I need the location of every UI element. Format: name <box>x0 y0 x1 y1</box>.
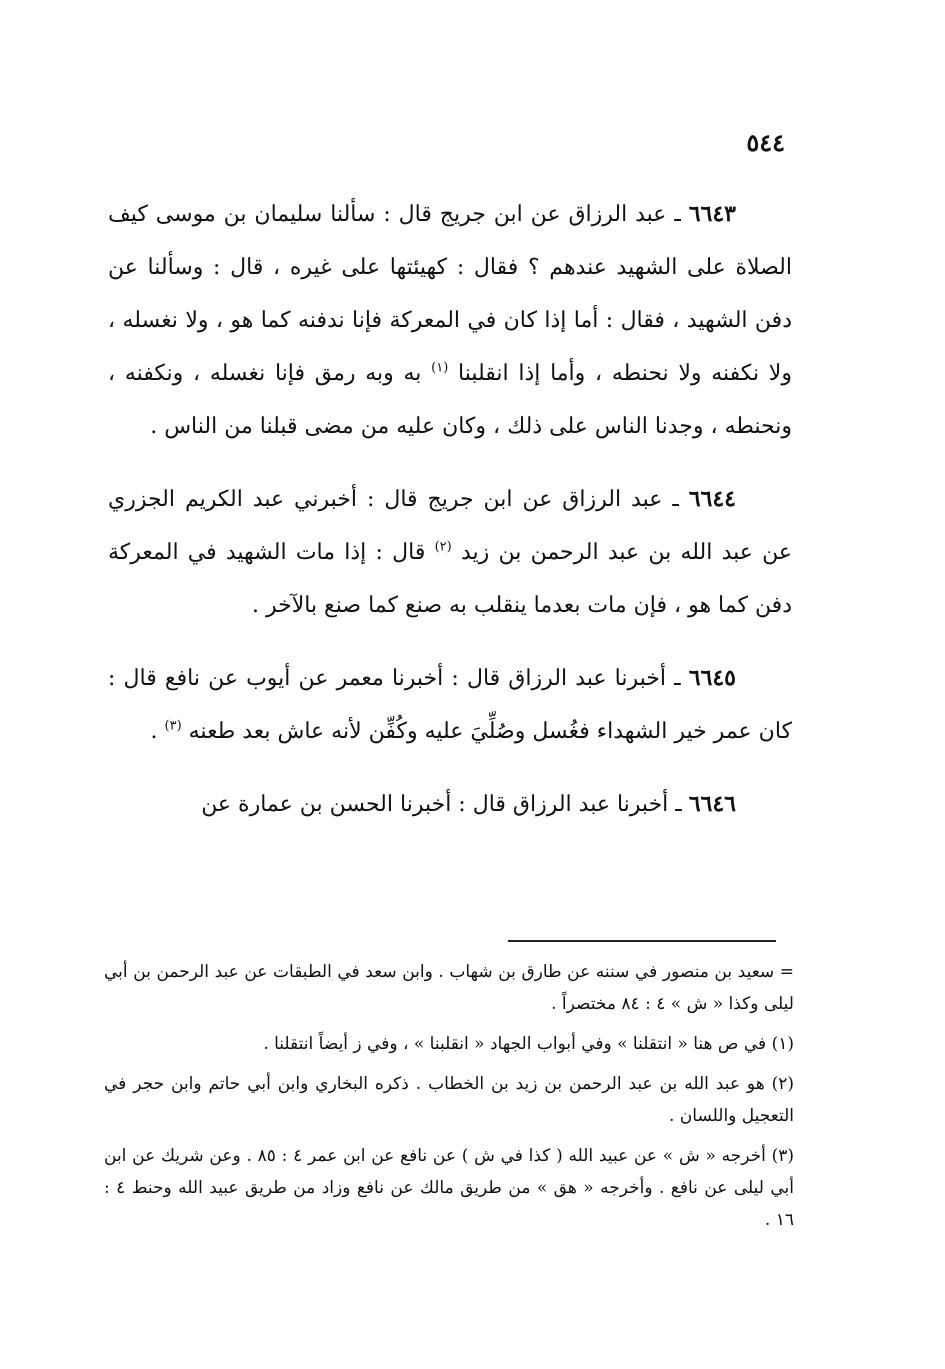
hadith-text-cont: قال : إذا مات الشهيد في المعركة دفن كما هو ، فإن مات بعدما ينقلب به صنع كما صنع بالآخر . <box>108 540 792 618</box>
footnote-continuation: = سعيد بن منصور في سننه عن طارق بن شهاب . وابن سعد في الطبقات عن عبد الرحمن بن أبي ليلى وكذا « ش » ٤ : ٨٤ مختصراً . <box>104 962 794 1014</box>
hadith-text: عبد الرزاق عن ابن جريج قال : أخبرني عبد الكريم الجزري عن عبد الله بن عبد الرحمن بن زيد <box>108 487 792 565</box>
footnote-ref: (٣) <box>164 718 182 734</box>
hadith-6643 <box>108 188 792 453</box>
dash: ـ <box>662 487 679 512</box>
footnote-divider <box>508 940 776 942</box>
hadith-number: ٦٦٤٤ <box>688 486 736 512</box>
page-number: ٥٤٤ <box>746 128 785 157</box>
hadith-text-cont: به وبه رمق فإنا نغسله ، ونكفنه ، ونحنطه ، وجدنا الناس على ذلك ، وكان عليه من مضى قبلنا من الناس . <box>108 361 792 439</box>
hadith-text-cont: . <box>150 719 158 744</box>
hadith-text: عبد الرزاق عن ابن جريج قال : سألنا سليمان بن موسى كيف الصلاة على الشهيد عندهم ؟ فقال : كهيئتها على غيره ، قال : وسألنا عن دفن الشهيد ، فقال : أما إذا كان في المعركة فإنا ندفنه كما هو ، ولا نغسله ، ولا نكفنه ولا نحنطه ، وأما إذا انقلبنا <box>108 202 792 386</box>
hadith-text: أخبرنا عبد الرزاق قال : أخبرنا معمر عن أيوب عن نافع قال : كان عمر خير الشهداء فغُسل وصُلِّيَ عليه وكُفِّن لأنه عاش بعد طعنه <box>108 666 792 744</box>
dash: ـ <box>668 792 682 817</box>
footnotes <box>104 956 794 1244</box>
hadith-number: ٦٦٤٥ <box>688 665 736 691</box>
hadith-number: ٦٦٤٣ <box>688 201 736 227</box>
footnote-ref: (٢) <box>434 539 452 555</box>
hadith-6644 <box>108 473 792 632</box>
footnote-ref: (١) <box>431 360 449 376</box>
footnote-2: (٢) هو عبد الله بن عبد الرحمن بن زيد بن الخطاب . ذكره البخاري وابن أبي حاتم وابن حجر في التعجيل واللسان . <box>104 1074 794 1126</box>
hadith-6646 <box>108 778 792 831</box>
main-text <box>108 188 792 831</box>
footnote-1: (١) في ص هنا « انتقلنا » وفي أبواب الجهاد « انقلبنا » ، وفي ز أيضاً انتقلنا . <box>263 1034 794 1054</box>
hadith-number: ٦٦٤٦ <box>688 791 736 817</box>
hadith-text: أخبرنا عبد الرزاق قال : أخبرنا الحسن بن عمارة عن <box>201 792 669 817</box>
dash: ـ <box>665 666 681 691</box>
footnote-3: (٣) أخرجه « ش » عن عبيد الله ( كذا في ش ) عن نافع عن ابن عمر ٤ : ٨٥ . وعن شريك عن ابن أبي ليلى عن نافع . وأخرجه « هق » من طريق مالك عن نافع وزاد من طريق عبيد الله وحنط ٤ : ١٦ . <box>104 1146 794 1230</box>
hadith-6645 <box>108 652 792 758</box>
dash: ـ <box>666 202 681 227</box>
